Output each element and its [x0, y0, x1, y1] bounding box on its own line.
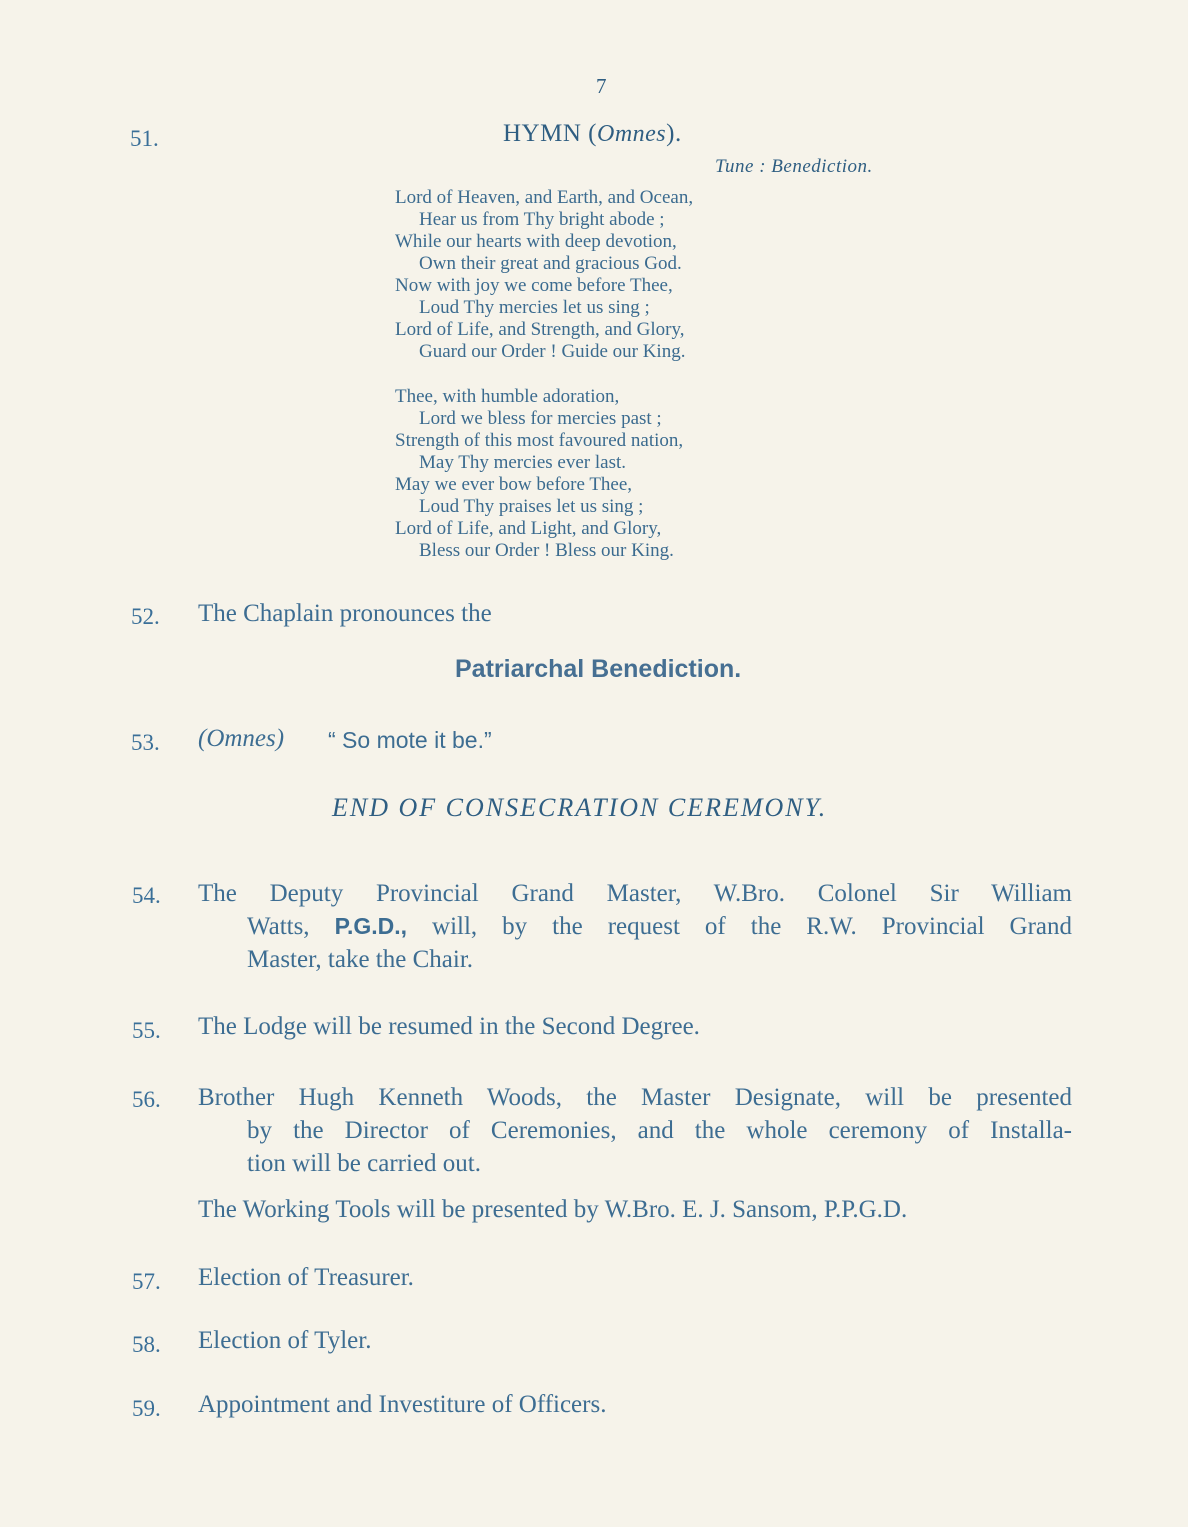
verse-line: Now with joy we come before Thee, [395, 275, 673, 296]
end-of-ceremony-heading: END OF CONSECRATION CEREMONY. [332, 793, 828, 822]
item-55-text: The Lodge will be resumed in the Second Degree. [198, 1013, 700, 1040]
item-57-text: Election of Treasurer. [198, 1264, 414, 1291]
item-54-paragraph [198, 877, 1072, 976]
item-54-line-2-post: will, by the request of the R.W. Provincial Grand [432, 913, 1073, 940]
verse-line: Hear us from Thy bright abode ; [419, 209, 665, 230]
hymn-title-paren-open: ( [588, 120, 597, 147]
item-56-paragraph [198, 1081, 1072, 1180]
verse-line: While our hearts with deep devotion, [395, 231, 677, 252]
item-number-54: 54. [132, 883, 161, 908]
item-number-58: 58. [132, 1332, 161, 1357]
item-53-omnes: (Omnes) [198, 725, 285, 752]
verse-line: May we ever bow before Thee, [395, 474, 633, 495]
verse-line: Own their great and gracious God. [419, 253, 682, 274]
verse-line: Lord of Heaven, and Earth, and Ocean, [395, 187, 694, 208]
item-56-line-2: by the Director of Ceremonies, and the whole ceremony of Installa- [247, 1117, 1072, 1144]
item-54-line-2 [198, 910, 1072, 943]
item-56-line-1: Brother Hugh Kenneth Woods, the Master Designate, will be presented [198, 1084, 1072, 1111]
item-number-57: 57. [132, 1269, 161, 1294]
verse-line: Lord we bless for mercies past ; [419, 408, 662, 429]
item-58-text: Election of Tyler. [198, 1327, 372, 1354]
verse-line: Guard our Order ! Guide our King. [419, 341, 686, 362]
verse-line: May Thy mercies ever last. [419, 452, 626, 473]
item-56-note: The Working Tools will be presented by W.Bro. E. J. Sansom, P.P.G.D. [198, 1196, 908, 1223]
item-56-line-3: tion will be carried out. [247, 1150, 481, 1177]
hymn-verse-2 [395, 386, 683, 562]
verse-line: Lord of Life, and Strength, and Glory, [395, 319, 685, 340]
item-54-line-1: The Deputy Provincial Grand Master, W.Bro. Colonel Sir William [198, 880, 1072, 907]
item-54-pgd: P.G.D., [334, 913, 408, 939]
hymn-title-text: HYMN [503, 120, 582, 147]
item-number-51: 51. [130, 126, 159, 151]
page-number: 7 [596, 74, 607, 98]
verse-line: Bless our Order ! Bless our King. [419, 540, 674, 561]
benediction-heading: Patriarchal Benediction. [455, 655, 742, 683]
item-number-59: 59. [132, 1396, 161, 1421]
verse-line: Loud Thy mercies let us sing ; [419, 297, 650, 318]
item-52-text: The Chaplain pronounces the [198, 600, 492, 627]
hymn-tune: Tune : Benediction. [715, 156, 873, 177]
item-number-56: 56. [132, 1087, 161, 1112]
hymn-title [503, 120, 682, 148]
item-54-line-3: Master, take the Chair. [247, 946, 474, 973]
verse-line: Strength of this most favoured nation, [395, 430, 684, 451]
item-59-text: Appointment and Investiture of Officers. [198, 1391, 607, 1418]
verse-line: Thee, with humble adoration, [395, 386, 620, 407]
hymn-title-omnes: Omnes [596, 121, 667, 147]
hymn-title-paren-close: ). [666, 120, 682, 147]
item-number-52: 52. [131, 604, 160, 629]
item-53-text: “ So mote it be.” [328, 727, 492, 753]
verse-line: Loud Thy praises let us sing ; [419, 496, 644, 517]
item-number-55: 55. [132, 1018, 161, 1043]
verse-line: Lord of Life, and Light, and Glory, [395, 518, 662, 539]
item-number-53: 53. [131, 730, 160, 755]
hymn-verse-1 [395, 187, 693, 363]
item-54-line-2-pre: Watts, [247, 913, 310, 940]
